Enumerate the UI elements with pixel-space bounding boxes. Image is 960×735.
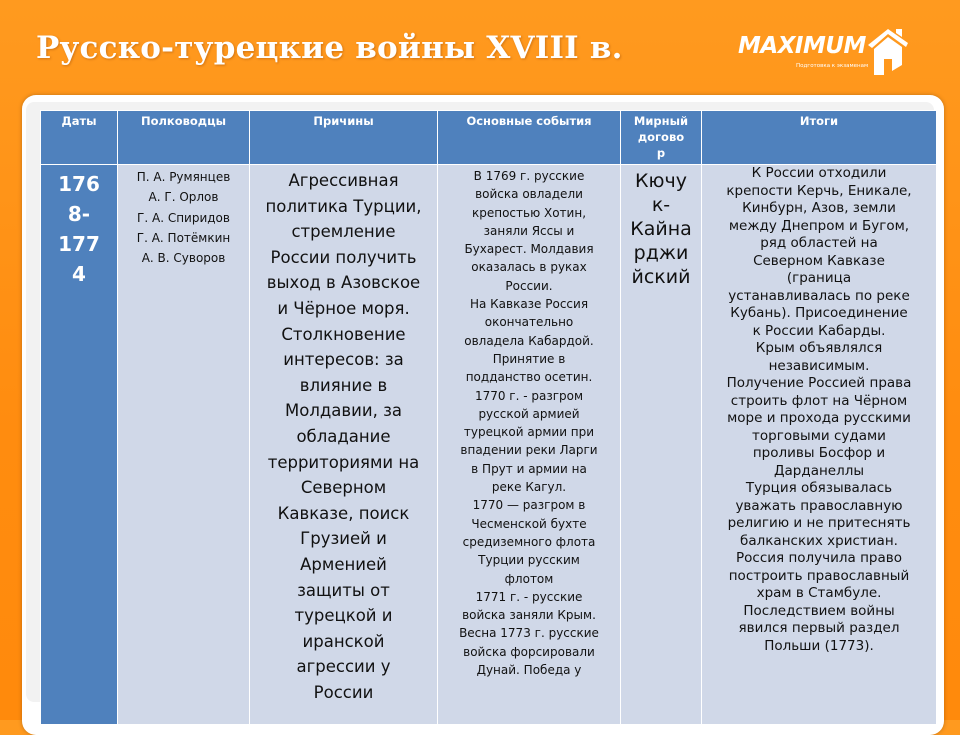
cell-line: влияние в (299, 375, 388, 395)
cell-line: независимым. (768, 357, 870, 374)
cell-line: в Прут и армии на (471, 461, 587, 476)
cell-line: Грузией и (300, 529, 387, 549)
cell-line: защиты от (297, 580, 390, 600)
cell-line: В 1769 г. русские (473, 169, 585, 183)
logo-tagline: Подготовка к экзаменам (796, 63, 869, 69)
cell-line: впадении реки Ларги (460, 443, 598, 458)
cell-line: оказалась в руках (471, 260, 587, 275)
cell-line: Польши (1773). (764, 637, 874, 654)
cell-line: Арменией (300, 554, 387, 574)
header-dates: Даты (41, 111, 118, 165)
cell-line: крепостью Хотин, (471, 205, 587, 220)
cell-line: заняли Яссы и (483, 223, 575, 238)
cell-line: территориями на (267, 452, 420, 472)
cell-line: Принятие в (492, 351, 566, 366)
cell-results (702, 165, 937, 725)
cell-line: балканских христиан. (740, 532, 898, 549)
cell-line: рджи (633, 242, 689, 264)
cell-line: турецкой и (294, 606, 393, 626)
cell-line: окончательно (484, 315, 574, 330)
cell-line: 1771 г. - русские (475, 589, 583, 604)
cell-treaty (621, 165, 702, 725)
cell-line: море и прохода русскими (727, 410, 911, 426)
cell-line: Получение Россией права (726, 375, 912, 391)
cell-line: интересов: за (283, 350, 404, 370)
cell-line: 1770 — разгром в (472, 498, 586, 513)
cell-line: (граница (786, 270, 852, 286)
cell-line: Г. А. Спиридов (137, 210, 230, 225)
cell-line: 177 (58, 232, 100, 256)
cell-line: к России Кабарды. (752, 322, 886, 339)
header-treaty-line: Мирный (633, 114, 689, 128)
cell-line: А. Г. Орлов (148, 190, 219, 205)
cell-line: обладание (296, 426, 391, 446)
cell-line: 176 (58, 172, 100, 196)
cell-line: стремление (291, 222, 396, 242)
cell-line: П. А. Румянцев (136, 170, 231, 184)
cell-generals (118, 165, 250, 725)
cell-line: Северном Кавказе (753, 252, 885, 269)
header-events: Основные события (438, 111, 621, 165)
cell-line: Кинбурн, Азов, земли (742, 200, 896, 216)
cell-causes (250, 165, 438, 725)
cell-line: К России отходили (751, 165, 887, 181)
cell-line: ряд областей на (760, 235, 878, 251)
cell-line: России. (505, 278, 553, 293)
cell-line: проливы Босфор и (752, 445, 886, 461)
cell-line: Кючу (635, 170, 687, 192)
cell-line: подданство осетин. (465, 370, 593, 385)
cell-line: Чесменской бухте (471, 516, 587, 531)
cell-events (438, 165, 621, 725)
cell-line: йский (631, 266, 691, 288)
cell-line: 8- (67, 202, 91, 226)
cell-line: храм в Стамбуле. (756, 585, 882, 601)
cell-line: Дарданеллы (773, 462, 865, 479)
cell-line: построить православный (728, 567, 910, 584)
cell-line: крепости Керчь, Еникале, (726, 182, 912, 199)
cell-line: овладела Кабардой. (464, 333, 594, 348)
cell-line: Дунай. Победа у (476, 663, 582, 678)
cell-line: Турции русским (478, 553, 580, 568)
header-treaty-line: р (656, 146, 666, 160)
cell-line: религию и не притеснять (727, 515, 911, 531)
cell-line: войска овладели (475, 187, 583, 202)
cell-line: Крым объявлялся (755, 340, 883, 356)
cell-line: иранской (302, 631, 385, 651)
cell-line: устанавливалась по реке (728, 287, 910, 304)
cell-line: войска форсировали (463, 644, 595, 659)
cell-line: войска заняли Крым. (462, 608, 596, 623)
cell-line: Северном (300, 478, 387, 498)
cell-line: Турция обязывалась (745, 480, 893, 496)
cell-line: Бухарест. Молдавия (464, 242, 594, 257)
cell-line: средиземного флота (462, 534, 596, 549)
cell-line: Кубань). Присоединение (730, 305, 908, 321)
cell-line: Столкновение (281, 324, 406, 344)
header-treaty-line: догово (637, 130, 685, 144)
cell-line: Кайна (630, 218, 692, 240)
cell-line: между Днепром и Бугом, (728, 217, 910, 234)
maximum-logo (738, 25, 913, 77)
cell-line: Весна 1773 г. русские (459, 626, 599, 641)
house-icon (862, 25, 912, 77)
cell-line: 1770 г. - разгром (474, 388, 584, 403)
cell-line: На Кавказе Россия (469, 297, 589, 312)
cell-line: реке Кагул. (491, 480, 567, 495)
cell-line: выход в Азовское (266, 273, 421, 293)
cell-line: Кавказе, поиск (277, 503, 410, 523)
table-row (41, 165, 937, 725)
header-causes: Причины (250, 111, 438, 165)
cell-line: 4 (72, 262, 86, 286)
cell-line: флотом (504, 571, 554, 586)
cell-line: торговыми судами (752, 427, 886, 444)
cell-line: и Чёрное моря. (277, 298, 410, 318)
cell-line: Агрессивная (288, 171, 399, 190)
header-treaty (621, 111, 702, 165)
cell-line: русской армией (478, 406, 580, 421)
table-header-row (41, 111, 937, 165)
cell-line: политика Турции, (265, 196, 422, 216)
cell-line: Молдавии, за (285, 401, 402, 421)
cell-line: к- (651, 194, 671, 216)
cell-line: Россия получила право (736, 550, 902, 566)
cell-line: турецкой армии при (463, 425, 595, 440)
cell-line: России (313, 682, 374, 702)
logo-wordmark: MAXIMUM (738, 33, 866, 59)
cell-date (41, 165, 118, 725)
cell-line: уважать православную (735, 497, 903, 514)
cell-line: Г. А. Потёмкин (136, 230, 231, 245)
cell-line: явился первый раздел (738, 620, 900, 636)
header-results: Итоги (702, 111, 937, 165)
cell-line: России получить (270, 247, 417, 267)
header-generals: Полководцы (118, 111, 250, 165)
cell-line: А. В. Суворов (141, 251, 226, 266)
slide-title: Русско-турецкие войны XVIII в. (36, 30, 623, 66)
wars-table (40, 110, 937, 725)
cell-line: строить флот на Чёрном (730, 392, 908, 409)
cell-line: агрессии у (296, 657, 391, 677)
cell-line: Последствием войны (743, 602, 895, 619)
